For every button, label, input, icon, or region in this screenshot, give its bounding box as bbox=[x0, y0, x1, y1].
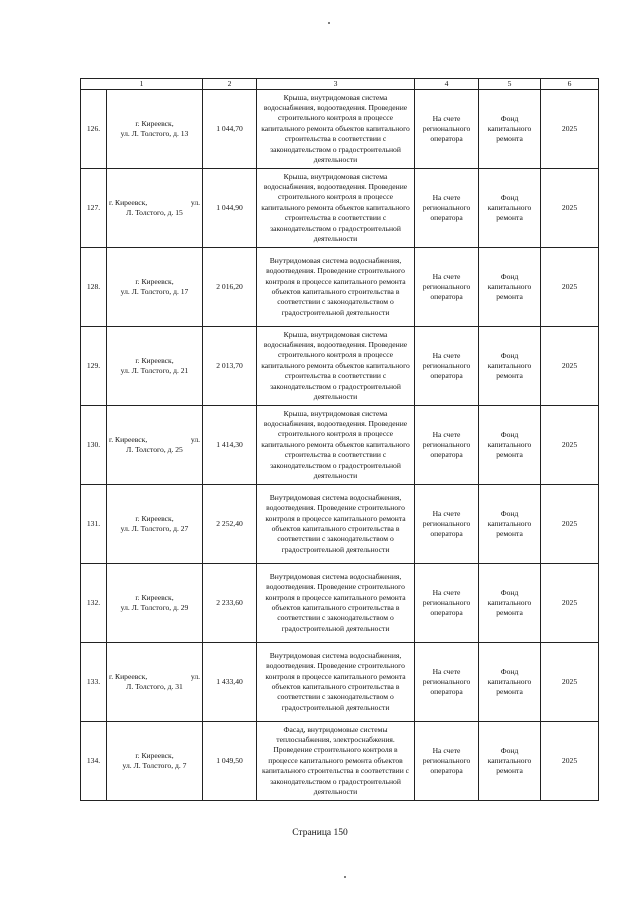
row-number: 129. bbox=[81, 327, 107, 406]
year-cell: 2025 bbox=[541, 722, 599, 801]
area-cell: 1 433,40 bbox=[203, 643, 257, 722]
address-street: Л. Толстого, д. 31 bbox=[126, 682, 183, 691]
account-type: На счете регионального оператора bbox=[415, 169, 479, 248]
area-cell: 1 049,50 bbox=[203, 722, 257, 801]
work-description: Внутридомовая система водоснабжения, водоотведения. Проведение строительного контроля в процессе капитального ремонта объектов капитального строительства в соответствии с законодательством о градостроительной деятельности bbox=[257, 248, 415, 327]
address-cell bbox=[107, 564, 203, 643]
table-row bbox=[81, 248, 599, 327]
row-number: 128. bbox=[81, 248, 107, 327]
address-city: г. Киреевск, bbox=[109, 198, 148, 207]
header-col-5: 5 bbox=[479, 79, 541, 90]
address-street-prefix: ул. bbox=[190, 198, 201, 207]
funding-source: Фонд капитального ремонта bbox=[479, 90, 541, 169]
work-description: Внутридомовая система водоснабжения, водоотведения. Проведение строительного контроля в процессе капитального ремонта объектов капитального строительства в соответствии с законодательством о градостроительной деятельности bbox=[257, 485, 415, 564]
account-type: На счете регионального оператора bbox=[415, 564, 479, 643]
address-street: ул. Л. Толстого, д. 17 bbox=[120, 287, 189, 296]
account-type: На счете регионального оператора bbox=[415, 485, 479, 564]
address-city: г. Киреевск, bbox=[135, 119, 174, 128]
header-col-3: 3 bbox=[257, 79, 415, 90]
year-cell: 2025 bbox=[541, 406, 599, 485]
scan-speck bbox=[344, 876, 346, 878]
address-city: г. Киреевск, bbox=[135, 593, 174, 602]
row-number: 134. bbox=[81, 722, 107, 801]
address-cell bbox=[107, 406, 203, 485]
funding-source: Фонд капитального ремонта bbox=[479, 248, 541, 327]
address-cell bbox=[107, 722, 203, 801]
work-description: Внутридомовая система водоснабжения, водоотведения. Проведение строительного контроля в процессе капитального ремонта объектов капитального строительства в соответствии с законодательством о градостроительной деятельности bbox=[257, 564, 415, 643]
area-cell: 2 016,20 bbox=[203, 248, 257, 327]
row-number: 132. bbox=[81, 564, 107, 643]
address-city: г. Киреевск, bbox=[109, 435, 148, 444]
work-description: Крыша, внутридомовая система водоснабжения, водоотведения. Проведение строительного контроля в процессе капитального ремонта объектов капитального строительства в соответствии с законодательством о градостроительной деятельности bbox=[257, 327, 415, 406]
area-cell: 1 044,90 bbox=[203, 169, 257, 248]
funding-source: Фонд капитального ремонта bbox=[479, 643, 541, 722]
funding-source: Фонд капитального ремонта bbox=[479, 485, 541, 564]
repair-schedule-table bbox=[80, 78, 599, 801]
address-city: г. Киреевск, bbox=[109, 672, 148, 681]
address-cell bbox=[107, 643, 203, 722]
table-row bbox=[81, 485, 599, 564]
address-cell bbox=[107, 169, 203, 248]
address-city: г. Киреевск, bbox=[135, 751, 174, 760]
year-cell: 2025 bbox=[541, 90, 599, 169]
year-cell: 2025 bbox=[541, 248, 599, 327]
address-street: ул. Л. Толстого, д. 27 bbox=[120, 524, 189, 533]
address-city: г. Киреевск, bbox=[135, 277, 174, 286]
address-street-prefix: ул. bbox=[190, 435, 201, 444]
address-street: Л. Толстого, д. 15 bbox=[126, 208, 183, 217]
address-cell bbox=[107, 327, 203, 406]
row-number: 126. bbox=[81, 90, 107, 169]
header-col-4: 4 bbox=[415, 79, 479, 90]
account-type: На счете регионального оператора bbox=[415, 90, 479, 169]
area-cell: 2 233,60 bbox=[203, 564, 257, 643]
funding-source: Фонд капитального ремонта bbox=[479, 327, 541, 406]
address-cell bbox=[107, 248, 203, 327]
work-description: Фасад, внутридомовые системы теплоснабжения, электроснабжения. Проведение строительного контроля в процессе капитального ремонта объектов капитального строительства в соответствии с законодательством о градостроительной деятельности bbox=[257, 722, 415, 801]
account-type: На счете регионального оператора bbox=[415, 643, 479, 722]
header-col-2: 2 bbox=[203, 79, 257, 90]
account-type: На счете регионального оператора bbox=[415, 722, 479, 801]
scan-speck bbox=[328, 22, 330, 24]
address-street: Л. Толстого, д. 25 bbox=[126, 445, 183, 454]
area-cell: 2 252,40 bbox=[203, 485, 257, 564]
address-city: г. Киреевск, bbox=[135, 356, 174, 365]
account-type: На счете регионального оператора bbox=[415, 327, 479, 406]
table-row bbox=[81, 722, 599, 801]
work-description: Внутридомовая система водоснабжения, водоотведения. Проведение строительного контроля в процессе капитального ремонта объектов капитального строительства в соответствии с законодательством о градостроительной деятельности bbox=[257, 643, 415, 722]
address-street: ул. Л. Толстого, д. 21 bbox=[120, 366, 189, 375]
work-description: Крыша, внутридомовая система водоснабжения, водоотведения. Проведение строительного контроля в процессе капитального ремонта объектов капитального строительства в соответствии с законодательством о градостроительной деятельности bbox=[257, 406, 415, 485]
work-description: Крыша, внутридомовая система водоснабжения, водоотведения. Проведение строительного контроля в процессе капитального ремонта объектов капитального строительства в соответствии с законодательством о градостроительной деятельности bbox=[257, 169, 415, 248]
address-cell bbox=[107, 90, 203, 169]
address-street: ул. Л. Толстого, д. 29 bbox=[120, 603, 189, 612]
year-cell: 2025 bbox=[541, 643, 599, 722]
table-row bbox=[81, 327, 599, 406]
funding-source: Фонд капитального ремонта bbox=[479, 564, 541, 643]
address-street: ул. Л. Толстого, д. 13 bbox=[120, 129, 189, 138]
funding-source: Фонд капитального ремонта bbox=[479, 722, 541, 801]
header-col-6: 6 bbox=[541, 79, 599, 90]
table-row bbox=[81, 406, 599, 485]
year-cell: 2025 bbox=[541, 327, 599, 406]
area-cell: 1 044,70 bbox=[203, 90, 257, 169]
work-description: Крыша, внутридомовая система водоснабжения, водоотведения. Проведение строительного контроля в процессе капитального ремонта объектов капитального строительства в соответствии с законодательством о градостроительной деятельности bbox=[257, 90, 415, 169]
table-header-row bbox=[81, 79, 599, 90]
account-type: На счете регионального оператора bbox=[415, 248, 479, 327]
table-row bbox=[81, 169, 599, 248]
year-cell: 2025 bbox=[541, 169, 599, 248]
table-row bbox=[81, 564, 599, 643]
address-street: ул. Л. Толстого, д. 7 bbox=[122, 761, 187, 770]
address-cell bbox=[107, 485, 203, 564]
funding-source: Фонд капитального ремонта bbox=[479, 406, 541, 485]
year-cell: 2025 bbox=[541, 564, 599, 643]
address-street-prefix: ул. bbox=[190, 672, 201, 681]
header-col-1: 1 bbox=[81, 79, 203, 90]
area-cell: 1 414,30 bbox=[203, 406, 257, 485]
area-cell: 2 013,70 bbox=[203, 327, 257, 406]
row-number: 127. bbox=[81, 169, 107, 248]
row-number: 131. bbox=[81, 485, 107, 564]
account-type: На счете регионального оператора bbox=[415, 406, 479, 485]
table-row bbox=[81, 643, 599, 722]
table-row bbox=[81, 90, 599, 169]
year-cell: 2025 bbox=[541, 485, 599, 564]
row-number: 130. bbox=[81, 406, 107, 485]
funding-source: Фонд капитального ремонта bbox=[479, 169, 541, 248]
address-city: г. Киреевск, bbox=[135, 514, 174, 523]
page-number: Страница 150 bbox=[292, 828, 348, 838]
row-number: 133. bbox=[81, 643, 107, 722]
